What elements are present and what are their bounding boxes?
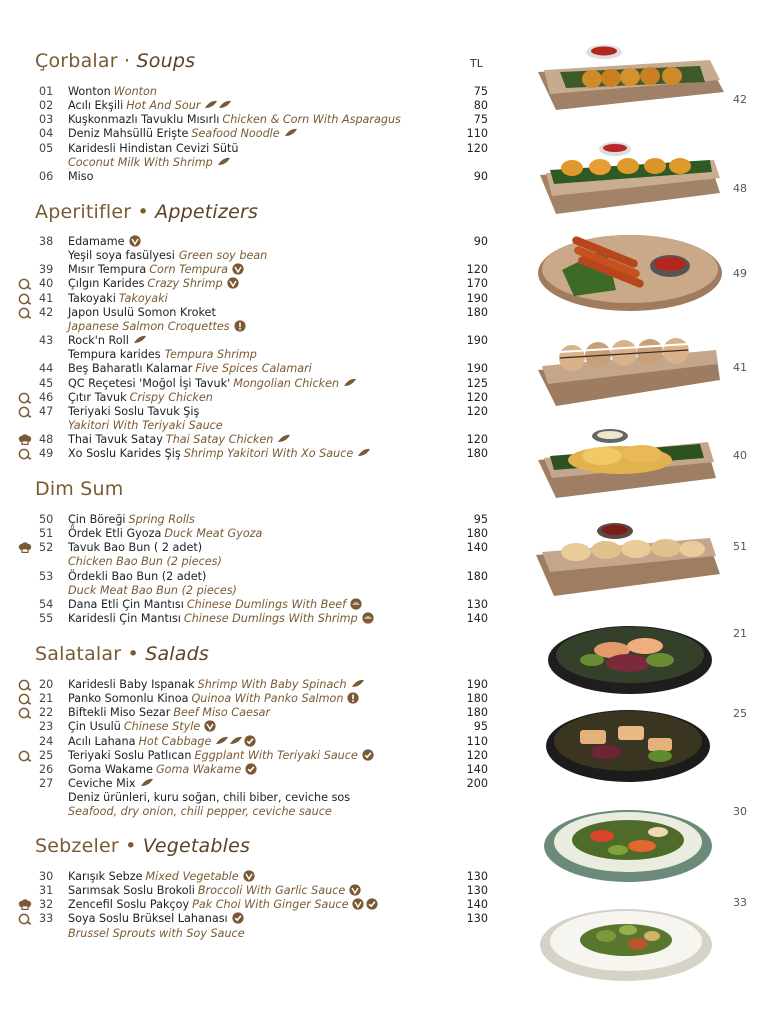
item-description-en: Chicken Bao Bun (2 pieces) xyxy=(68,555,222,569)
item-number: 44 xyxy=(39,362,54,376)
photo-number: 42 xyxy=(733,93,747,106)
item-number: 53 xyxy=(39,569,54,583)
item-number: 51 xyxy=(39,527,54,541)
item-name-tr: Takoyaki xyxy=(68,291,116,305)
item-description-en: Green soy bean xyxy=(178,249,268,263)
item-number: 22 xyxy=(39,706,54,720)
item-name-en: Chicken & Corn With Asparagus xyxy=(222,113,401,127)
item-price: 120 xyxy=(466,141,488,155)
item-name-tr: Acılı Ekşili xyxy=(68,99,124,113)
item-name xyxy=(68,527,262,541)
menu-item[interactable] xyxy=(0,263,500,277)
section-title-dimsum xyxy=(35,478,123,500)
item-price: 180 xyxy=(466,692,488,706)
item-name-en: Shrimp Yakitori With Xo Sauce xyxy=(183,447,354,461)
menu-item[interactable] xyxy=(0,678,500,692)
item-price: 130 xyxy=(466,912,488,926)
currency-label: TL xyxy=(470,57,483,70)
item-price: 190 xyxy=(466,334,488,348)
photo-column xyxy=(520,0,768,1024)
item-description xyxy=(68,249,267,263)
item-price: 80 xyxy=(473,99,488,113)
menu-item[interactable] xyxy=(0,277,500,291)
item-number: 52 xyxy=(39,541,54,555)
menu-item[interactable] xyxy=(0,612,500,626)
item-price: 140 xyxy=(466,898,488,912)
item-number: 55 xyxy=(39,612,54,626)
item-name-en: Crazy Shrimp xyxy=(147,277,223,291)
item-price: 190 xyxy=(466,291,488,305)
item-description xyxy=(68,348,257,362)
item-name-en: Beef Miso Caesar xyxy=(173,706,271,720)
item-description-en: Tempura Shrimp xyxy=(164,348,257,362)
item-price: 125 xyxy=(466,376,488,390)
section-title-tr: Sebzeler xyxy=(35,835,119,857)
item-price: 190 xyxy=(466,362,488,376)
item-name-en: Crispy Chicken xyxy=(129,390,213,404)
item-name-tr: Edamame xyxy=(68,235,125,248)
item-name-en: Chinese Dumlings With Shrimp xyxy=(183,612,358,626)
item-number: 31 xyxy=(39,884,54,898)
item-name-tr: Zencefil Soslu Pakçoy xyxy=(68,898,190,912)
item-name-tr: Sarımsak Soslu Brokoli xyxy=(68,884,195,898)
section-title-tr: Çorbalar xyxy=(35,50,118,72)
q-icon xyxy=(18,307,32,319)
section-separator: • xyxy=(125,835,137,857)
q-icon xyxy=(18,679,32,691)
photo-number: 21 xyxy=(733,627,747,640)
item-description xyxy=(68,791,350,805)
item-number: 06 xyxy=(39,169,54,183)
item-number: 41 xyxy=(39,291,54,305)
item-description-en-text: Seafood, dry onion, chili pepper, ceviche sauce xyxy=(68,805,332,819)
item-price: 180 xyxy=(466,706,488,720)
item-name-tr: Miso xyxy=(68,169,94,183)
item-description-en: Duck Meat Bao Bun (2 pieces) xyxy=(68,583,237,597)
item-name-en: Wonton xyxy=(113,85,157,98)
item-number: 02 xyxy=(39,99,54,113)
item-name-tr: Xo Soslu Karides Şiş xyxy=(68,447,181,461)
item-name-en: Five Spices Calamari xyxy=(195,362,312,376)
item-name-en: Chinese Style xyxy=(123,720,201,734)
food-photo-croquettes xyxy=(538,45,724,110)
item-price: 90 xyxy=(473,235,488,248)
item-number: 25 xyxy=(39,748,54,762)
item-number: 42 xyxy=(39,305,54,319)
item-name-tr: Kuşkonmazlı Tavuklu Mısırlı xyxy=(68,113,220,127)
item-name-tr: Thai Tavuk Satay xyxy=(68,433,163,447)
menu-item[interactable] xyxy=(0,870,500,884)
item-name-en: Mixed Vegetable xyxy=(145,870,239,883)
item-number: 32 xyxy=(39,898,54,912)
section-title-en: Soups xyxy=(136,50,196,72)
food-photo-takoyaki xyxy=(538,338,720,406)
item-name-tr: Çin Böreği xyxy=(68,513,126,526)
item-price: 180 xyxy=(466,305,488,319)
section-separator: · xyxy=(124,50,131,72)
section-title-en: Vegetables xyxy=(142,835,251,857)
section-separator: • xyxy=(137,201,149,223)
chef-hat-icon xyxy=(18,542,32,554)
item-number: 50 xyxy=(39,513,54,526)
item-name-tr: Karidesli Hindistan Cevizi Sütü xyxy=(68,141,239,155)
item-name-en: Hot And Sour xyxy=(126,99,201,113)
item-number: 45 xyxy=(39,376,54,390)
item-number: 48 xyxy=(39,433,54,447)
food-photo-salad-shrimp xyxy=(548,626,712,694)
section-separator: • xyxy=(127,643,139,665)
item-number: 21 xyxy=(39,692,54,706)
item-name-en: Spring Rolls xyxy=(128,513,195,526)
item-name-tr: Panko Somonlu Kinoa xyxy=(68,692,189,706)
item-number: 03 xyxy=(39,113,54,127)
item-price: 170 xyxy=(466,277,488,291)
item-name-tr: Acılı Lahana xyxy=(68,734,136,748)
menu-item[interactable] xyxy=(0,527,500,541)
item-description-en: Brussel Sprouts with Soy Sauce xyxy=(68,926,245,940)
item-number: 30 xyxy=(39,870,54,883)
item-name-tr: Soya Soslu Brüksel Lahanası xyxy=(68,912,228,926)
item-price: 95 xyxy=(473,720,488,734)
item-price: 120 xyxy=(466,404,488,418)
item-price: 140 xyxy=(466,762,488,776)
item-name-en: Corn Tempura xyxy=(149,263,228,277)
menu-item[interactable] xyxy=(0,377,500,391)
item-name-tr: Deniz Mahsüllü Erişte xyxy=(68,127,189,141)
item-number: 01 xyxy=(39,85,54,98)
item-number: 54 xyxy=(39,597,54,611)
item-name xyxy=(68,447,372,463)
menu-item[interactable] xyxy=(0,85,500,99)
menu-item[interactable] xyxy=(0,170,500,184)
menu-item[interactable] xyxy=(0,898,500,912)
item-name-en: Seafood Noodle xyxy=(191,127,280,141)
item-price: 120 xyxy=(466,263,488,277)
item-number: 38 xyxy=(39,235,54,248)
menu-item[interactable] xyxy=(0,405,500,419)
item-description-en: Japanese Salmon Croquettes xyxy=(68,319,230,333)
item-name xyxy=(68,706,270,720)
item-name-tr: Japon Usulü Somon Kroket xyxy=(68,305,216,319)
item-description xyxy=(68,927,245,941)
chef-hat-icon xyxy=(18,434,32,446)
menu-item[interactable] xyxy=(0,113,500,127)
section-title-appetizers xyxy=(35,201,258,223)
item-number: 39 xyxy=(39,263,54,277)
item-number: 47 xyxy=(39,404,54,418)
item-price: 190 xyxy=(466,678,488,691)
item-description-en: Coconut Milk With Shrimp xyxy=(68,155,213,169)
menu-item[interactable] xyxy=(0,447,500,461)
item-name-tr: Wonton xyxy=(68,85,111,98)
item-name-tr: Ceviche Mix xyxy=(68,777,136,791)
food-photo-salad-eggplant xyxy=(546,710,710,782)
item-description-en: Yakitori With Teriyaki Sauce xyxy=(68,418,223,432)
section-title-tr: Aperitifler xyxy=(35,201,132,223)
item-name-tr: Mısır Tempura xyxy=(68,263,147,277)
item-name-tr: Teriyaki Soslu Patlıcan xyxy=(68,748,192,762)
item-name-tr: Karidesli Çin Mantısı xyxy=(68,612,181,626)
photo-number: 41 xyxy=(733,361,747,374)
menu-item[interactable] xyxy=(0,570,500,584)
item-name-en: Broccoli With Garlic Sauce xyxy=(197,884,346,898)
item-name-en: Hot Cabbage xyxy=(138,734,212,748)
item-name-en: Quinoa With Panko Salmon xyxy=(191,692,344,706)
item-number: 46 xyxy=(39,390,54,404)
menu-item[interactable] xyxy=(0,777,500,791)
item-name-tr: Goma Wakame xyxy=(68,762,153,776)
item-name xyxy=(68,113,401,127)
menu-item[interactable] xyxy=(0,735,500,749)
item-name xyxy=(68,362,312,376)
photo-number: 48 xyxy=(733,182,747,195)
section-title-salads xyxy=(35,643,209,665)
menu-item[interactable] xyxy=(0,433,500,447)
item-price: 120 xyxy=(466,433,488,447)
menu-item[interactable] xyxy=(0,692,500,706)
q-icon xyxy=(18,448,32,460)
item-price: 130 xyxy=(466,870,488,883)
photo-number: 51 xyxy=(733,540,747,553)
item-name-en: Thai Satay Chicken xyxy=(165,433,274,447)
item-name-tr: QC Reçetesi 'Moğol İşi Tavuk' xyxy=(68,376,231,390)
item-number: 26 xyxy=(39,762,54,776)
q-icon xyxy=(18,278,32,290)
item-name xyxy=(68,292,168,306)
item-number: 23 xyxy=(39,720,54,734)
item-name-tr: Ördekli Bao Bun (2 adet) xyxy=(68,569,207,583)
q-icon xyxy=(18,693,32,705)
food-photo-mixed-vegetable xyxy=(544,810,712,882)
menu-item[interactable] xyxy=(0,362,500,376)
item-number: 20 xyxy=(39,678,54,691)
item-number: 40 xyxy=(39,277,54,291)
food-photo-crazy-shrimp xyxy=(538,429,716,498)
item-description-tr: Tempura karides xyxy=(68,348,161,362)
item-price: 75 xyxy=(473,85,488,98)
item-description-tr: Deniz ürünleri, kuru soğan, chili biber, ceviche sos xyxy=(68,791,351,805)
item-name-tr: Biftekli Miso Sezar xyxy=(68,706,171,720)
menu-item[interactable] xyxy=(0,306,500,320)
photo-number: 49 xyxy=(733,267,747,280)
item-name xyxy=(68,405,199,419)
photo-number: 33 xyxy=(733,896,747,909)
steam-icon xyxy=(362,612,374,628)
item-name xyxy=(68,85,157,99)
item-price: 120 xyxy=(466,390,488,404)
item-price: 200 xyxy=(466,777,488,791)
item-name xyxy=(68,170,93,184)
q-icon xyxy=(18,913,32,925)
item-price: 110 xyxy=(466,127,488,141)
item-name-en: Takoyaki xyxy=(118,291,168,305)
menu-item[interactable] xyxy=(0,720,500,734)
item-name xyxy=(68,513,195,527)
item-description xyxy=(68,555,222,569)
q-icon xyxy=(18,293,32,305)
item-price: 130 xyxy=(466,884,488,898)
item-price: 130 xyxy=(466,597,488,611)
menu-item[interactable] xyxy=(0,513,500,527)
menu-item[interactable] xyxy=(0,142,500,156)
section-title-soups xyxy=(35,50,195,72)
item-name xyxy=(68,391,213,405)
food-photo-balls xyxy=(540,142,720,214)
item-name-en: Duck Meat Gyoza xyxy=(164,527,263,541)
menu-item[interactable] xyxy=(0,763,500,777)
item-price: 95 xyxy=(473,513,488,526)
item-description-tr: Yeşil soya fasülyesi xyxy=(68,249,175,263)
item-name-tr: Çıtır Tavuk xyxy=(68,390,127,404)
item-number: 04 xyxy=(39,127,54,141)
item-price: 120 xyxy=(466,748,488,762)
menu-item[interactable] xyxy=(0,391,500,405)
item-price: 180 xyxy=(466,447,488,461)
item-name-tr: Teriyaki Soslu Tavuk Şiş xyxy=(68,404,200,418)
item-name-tr: Karışık Sebze xyxy=(68,870,143,883)
item-name-en: Goma Wakame xyxy=(155,762,242,776)
item-name-tr: Tavuk Bao Bun ( 2 adet) xyxy=(68,541,203,555)
item-name xyxy=(68,142,238,156)
menu-item[interactable] xyxy=(0,912,500,926)
item-price: 90 xyxy=(473,169,488,183)
item-name-en: Chinese Dumlings With Beef xyxy=(186,597,347,611)
q-icon xyxy=(18,392,32,404)
item-price: 140 xyxy=(466,612,488,626)
food-photos xyxy=(520,0,768,1024)
item-name-tr: Çin Usulü xyxy=(68,720,121,734)
item-number: 49 xyxy=(39,447,54,461)
item-name-en: Shrimp With Baby Spinach xyxy=(197,678,347,691)
item-number: 43 xyxy=(39,334,54,348)
section-title-en: Appetizers xyxy=(155,201,259,223)
menu-item[interactable] xyxy=(0,235,500,249)
item-name-tr: Çılgın Karides xyxy=(68,277,145,291)
section-title-tr: Dim Sum xyxy=(35,478,124,500)
menu-item[interactable] xyxy=(0,127,500,141)
item-name xyxy=(68,541,202,555)
food-photo-brussel-sprouts xyxy=(540,909,712,981)
item-number: 05 xyxy=(39,141,54,155)
menu-item[interactable] xyxy=(0,598,500,612)
item-description xyxy=(68,419,223,433)
menu-item[interactable] xyxy=(0,292,500,306)
item-description-en xyxy=(68,805,332,819)
q-icon xyxy=(18,707,32,719)
section-title-en: Salads xyxy=(145,643,209,665)
item-description xyxy=(68,584,237,598)
chili-icon xyxy=(357,447,372,463)
item-name-tr: Ördek Etli Gyoza xyxy=(68,527,162,541)
menu-item[interactable] xyxy=(0,334,500,348)
menu-item[interactable] xyxy=(0,706,500,720)
item-number: 33 xyxy=(39,912,54,926)
menu-item[interactable] xyxy=(0,749,500,763)
food-photo-gyoza xyxy=(536,523,720,596)
item-price: 140 xyxy=(466,541,488,555)
photo-number: 25 xyxy=(733,707,747,720)
item-name-en: Eggplant With Teriyaki Sauce xyxy=(194,748,358,762)
section-title-tr: Salatalar xyxy=(35,643,122,665)
item-number: 27 xyxy=(39,777,54,791)
item-price: 75 xyxy=(473,113,488,127)
item-name-en: Pak Choi With Ginger Sauce xyxy=(192,898,349,912)
q-icon xyxy=(18,750,32,762)
item-name xyxy=(68,570,206,584)
item-name-tr: Dana Etli Çin Mantısı xyxy=(68,597,184,611)
section-title-vegetables xyxy=(35,835,250,857)
item-name-tr: Beş Baharatlı Kalamar xyxy=(68,362,193,376)
menu-item[interactable] xyxy=(0,884,500,898)
q-icon xyxy=(18,406,32,418)
food-photo-skewers xyxy=(538,235,722,311)
photo-number: 30 xyxy=(733,805,747,818)
item-name-en: Mongolian Chicken xyxy=(233,376,340,390)
chef-hat-icon xyxy=(18,899,32,911)
item-price: 110 xyxy=(466,734,488,748)
item-name-tr: Karidesli Baby Ispanak xyxy=(68,678,195,691)
item-name xyxy=(68,612,374,628)
menu-item[interactable] xyxy=(0,99,500,113)
photo-number: 40 xyxy=(733,449,747,462)
item-name xyxy=(68,306,216,320)
item-name-tr: Rock'n Roll xyxy=(68,334,129,348)
item-price: 180 xyxy=(466,527,488,541)
item-price: 180 xyxy=(466,569,488,583)
menu-item[interactable] xyxy=(0,541,500,555)
item-number: 24 xyxy=(39,734,54,748)
